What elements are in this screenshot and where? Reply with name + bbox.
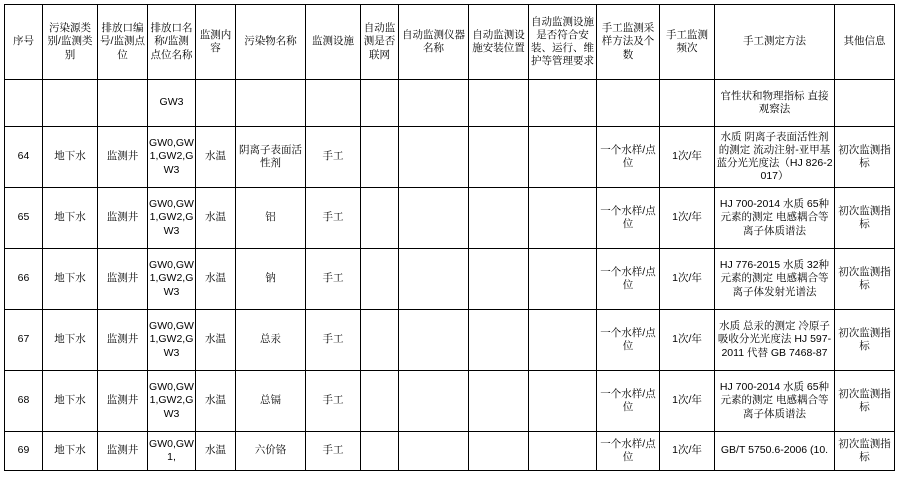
cell-pollutant: 钠 xyxy=(236,249,306,310)
cell-auto-position xyxy=(469,249,529,310)
table-body xyxy=(5,80,895,471)
cell-category: 地下水 xyxy=(43,188,98,249)
cell-content: 水温 xyxy=(196,310,236,371)
cell-manual-sampling: 一个水样/点位 xyxy=(597,249,660,310)
cell-auto-network xyxy=(361,127,399,188)
cell-auto-compliance xyxy=(529,371,597,432)
cell-auto-compliance xyxy=(529,80,597,127)
cell-auto-instrument xyxy=(399,127,469,188)
monitoring-table xyxy=(4,4,895,471)
cell-no: 66 xyxy=(5,249,43,310)
cell-no: 69 xyxy=(5,432,43,471)
header-cell-other: 其他信息 xyxy=(835,5,895,80)
header-cell-auto-network: 自动监测是否联网 xyxy=(361,5,399,80)
cell-other: 初次监测指标 xyxy=(835,432,895,471)
cell-manual-method: 官性状和物理指标 直接观察法 xyxy=(715,80,835,127)
cell-facility: 手工 xyxy=(306,188,361,249)
cell-category: 地下水 xyxy=(43,127,98,188)
cell-auto-compliance xyxy=(529,188,597,249)
cell-content: 水温 xyxy=(196,188,236,249)
cell-category: 地下水 xyxy=(43,371,98,432)
header-cell-auto-position: 自动监测设施安装位置 xyxy=(469,5,529,80)
cell-outlet-no: 监测井 xyxy=(98,249,148,310)
cell-content: 水温 xyxy=(196,127,236,188)
header-cell-facility: 监测设施 xyxy=(306,5,361,80)
table-row xyxy=(5,80,895,127)
header-cell-category: 污染源类别/监测类别 xyxy=(43,5,98,80)
table-header-row xyxy=(5,5,895,80)
cell-pollutant: 六价铬 xyxy=(236,432,306,471)
cell-auto-position xyxy=(469,127,529,188)
cell-outlet-no: 监测井 xyxy=(98,310,148,371)
table-row xyxy=(5,127,895,188)
cell-manual-sampling xyxy=(597,80,660,127)
cell-auto-network xyxy=(361,80,399,127)
cell-auto-compliance xyxy=(529,432,597,471)
header-cell-no: 序号 xyxy=(5,5,43,80)
cell-category: 地下水 xyxy=(43,310,98,371)
cell-auto-network xyxy=(361,310,399,371)
table-row xyxy=(5,188,895,249)
cell-pollutant: 总汞 xyxy=(236,310,306,371)
cell-manual-frequency: 1次/年 xyxy=(660,310,715,371)
cell-other: 初次监测指标 xyxy=(835,310,895,371)
cell-manual-method: GB/T 5750.6-2006 (10. xyxy=(715,432,835,471)
cell-pollutant: 总镉 xyxy=(236,371,306,432)
cell-other: 初次监测指标 xyxy=(835,249,895,310)
cell-auto-instrument xyxy=(399,371,469,432)
cell-auto-network xyxy=(361,188,399,249)
cell-facility: 手工 xyxy=(306,371,361,432)
cell-outlet-name: GW0,GW1, xyxy=(148,432,196,471)
cell-auto-instrument xyxy=(399,432,469,471)
cell-no xyxy=(5,80,43,127)
cell-other xyxy=(835,80,895,127)
cell-outlet-name: GW3 xyxy=(148,80,196,127)
cell-manual-frequency xyxy=(660,80,715,127)
cell-manual-sampling: 一个水样/点位 xyxy=(597,432,660,471)
cell-other: 初次监测指标 xyxy=(835,127,895,188)
cell-manual-frequency: 1次/年 xyxy=(660,188,715,249)
cell-manual-frequency: 1次/年 xyxy=(660,127,715,188)
cell-manual-sampling: 一个水样/点位 xyxy=(597,310,660,371)
cell-auto-position xyxy=(469,371,529,432)
cell-auto-instrument xyxy=(399,188,469,249)
cell-category: 地下水 xyxy=(43,249,98,310)
cell-no: 68 xyxy=(5,371,43,432)
cell-manual-frequency: 1次/年 xyxy=(660,432,715,471)
cell-outlet-no: 监测井 xyxy=(98,127,148,188)
cell-content: 水温 xyxy=(196,249,236,310)
cell-outlet-no xyxy=(98,80,148,127)
cell-outlet-no: 监测井 xyxy=(98,371,148,432)
header-cell-manual-frequency: 手工监测频次 xyxy=(660,5,715,80)
cell-no: 64 xyxy=(5,127,43,188)
cell-outlet-name: GW0,GW1,GW2,GW3 xyxy=(148,188,196,249)
cell-manual-method: HJ 700-2014 水质 65种元素的测定 电感耦合等离子体质谱法 xyxy=(715,188,835,249)
cell-auto-network xyxy=(361,371,399,432)
cell-manual-sampling: 一个水样/点位 xyxy=(597,188,660,249)
spreadsheet-sheet xyxy=(0,4,897,487)
cell-category: 地下水 xyxy=(43,432,98,471)
header-cell-auto-instrument: 自动监测仪器名称 xyxy=(399,5,469,80)
table-row xyxy=(5,310,895,371)
header-cell-manual-method: 手工测定方法 xyxy=(715,5,835,80)
cell-outlet-name: GW0,GW1,GW2,GW3 xyxy=(148,371,196,432)
cell-content: 水温 xyxy=(196,432,236,471)
cell-facility: 手工 xyxy=(306,127,361,188)
header-cell-manual-sampling: 手工监测采样方法及个数 xyxy=(597,5,660,80)
cell-content xyxy=(196,80,236,127)
cell-outlet-name: GW0,GW1,GW2,GW3 xyxy=(148,310,196,371)
cell-auto-network xyxy=(361,249,399,310)
cell-manual-method: HJ 700-2014 水质 65种元素的测定 电感耦合等离子体质谱法 xyxy=(715,371,835,432)
cell-auto-network xyxy=(361,432,399,471)
cell-auto-instrument xyxy=(399,80,469,127)
cell-manual-method: 水质 阴离子表面活性剂的测定 流动注射-亚甲基蓝分光光度法（HJ 826-2017） xyxy=(715,127,835,188)
cell-pollutant: 铝 xyxy=(236,188,306,249)
cell-no: 65 xyxy=(5,188,43,249)
cell-facility: 手工 xyxy=(306,249,361,310)
cell-outlet-no: 监测井 xyxy=(98,188,148,249)
cell-pollutant: 阴离子表面活性剂 xyxy=(236,127,306,188)
cell-auto-position xyxy=(469,310,529,371)
cell-outlet-no: 监测井 xyxy=(98,432,148,471)
cell-no: 67 xyxy=(5,310,43,371)
cell-outlet-name: GW0,GW1,GW2,GW3 xyxy=(148,249,196,310)
cell-manual-method: 水质 总汞的测定 冷原子吸收分光光度法 HJ 597-2011 代替 GB 7468-87 xyxy=(715,310,835,371)
cell-outlet-name: GW0,GW1,GW2,GW3 xyxy=(148,127,196,188)
cell-category xyxy=(43,80,98,127)
cell-facility xyxy=(306,80,361,127)
cell-other: 初次监测指标 xyxy=(835,188,895,249)
cell-auto-compliance xyxy=(529,310,597,371)
cell-auto-position xyxy=(469,80,529,127)
cell-other: 初次监测指标 xyxy=(835,371,895,432)
cell-manual-method: HJ 776-2015 水质 32种元素的测定 电感耦合等离子体发射光谱法 xyxy=(715,249,835,310)
cell-auto-instrument xyxy=(399,249,469,310)
header-cell-content: 监测内容 xyxy=(196,5,236,80)
cell-content: 水温 xyxy=(196,371,236,432)
cell-facility: 手工 xyxy=(306,310,361,371)
cell-manual-frequency: 1次/年 xyxy=(660,249,715,310)
table-row xyxy=(5,432,895,471)
cell-pollutant xyxy=(236,80,306,127)
cell-facility: 手工 xyxy=(306,432,361,471)
cell-manual-sampling: 一个水样/点位 xyxy=(597,127,660,188)
cell-auto-position xyxy=(469,188,529,249)
cell-manual-sampling: 一个水样/点位 xyxy=(597,371,660,432)
header-cell-pollutant: 污染物名称 xyxy=(236,5,306,80)
header-cell-outlet-no: 排放口编号/监测点位 xyxy=(98,5,148,80)
cell-auto-position xyxy=(469,432,529,471)
cell-manual-frequency: 1次/年 xyxy=(660,371,715,432)
header-cell-outlet-name: 排放口名称/监测点位名称 xyxy=(148,5,196,80)
cell-auto-compliance xyxy=(529,249,597,310)
cell-auto-compliance xyxy=(529,127,597,188)
table-row xyxy=(5,371,895,432)
cell-auto-instrument xyxy=(399,310,469,371)
table-row xyxy=(5,249,895,310)
header-cell-auto-compliance: 自动监测设施是否符合安装、运行、维护等管理要求 xyxy=(529,5,597,80)
